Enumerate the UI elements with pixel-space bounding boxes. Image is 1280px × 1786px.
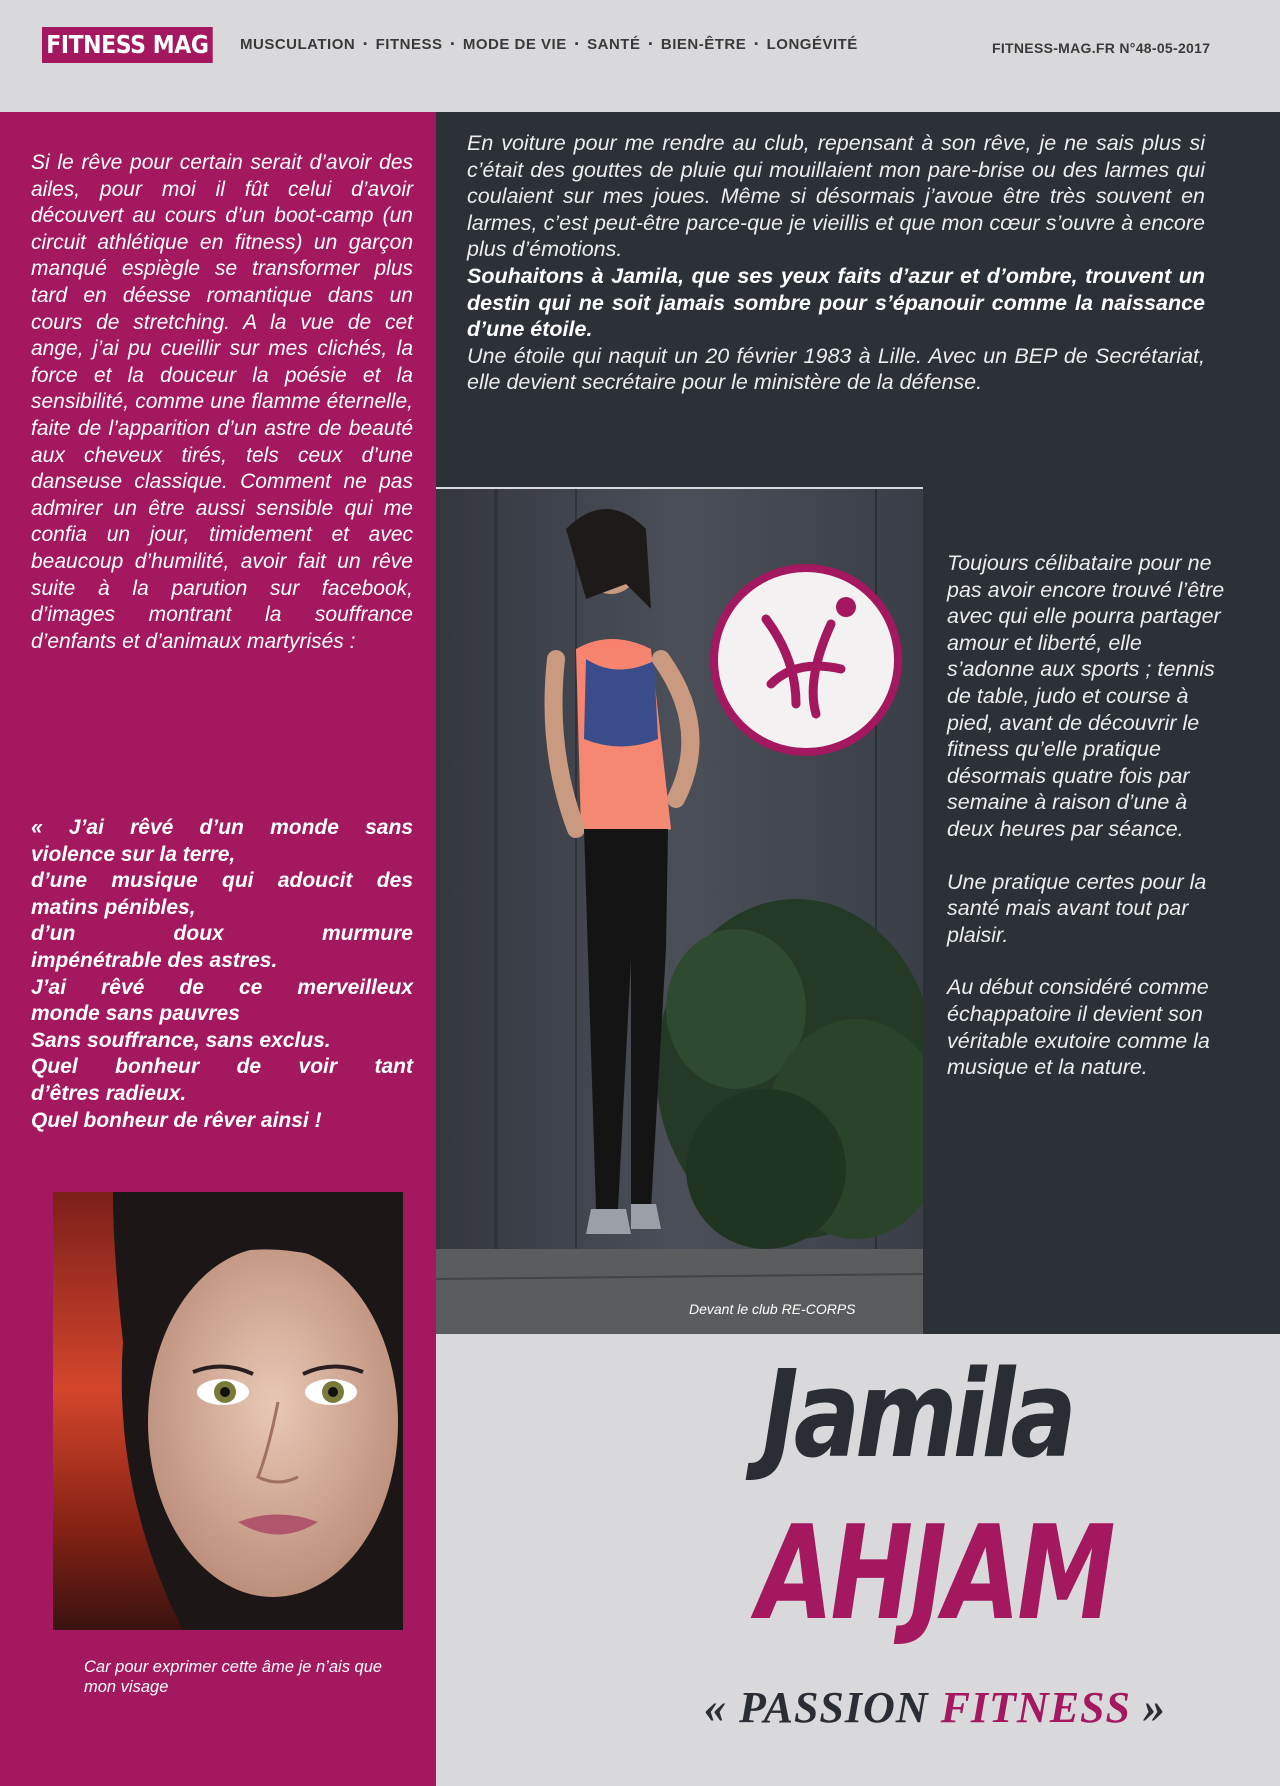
nav-item-mode-de-vie[interactable]: ▪ MODE DE VIE (442, 36, 566, 53)
club-photo-illustration (436, 489, 923, 1334)
club-photo-caption: Devant le club RE-CORPS (689, 1301, 856, 1317)
paragraph-gap (947, 948, 1227, 974)
club-photo (436, 489, 923, 1334)
tagline-accent: FITNESS (940, 1683, 1131, 1732)
paragraph-gap (947, 843, 1227, 869)
poem-line: d’une musique qui adoucit des (31, 869, 413, 893)
poem-line: J’ai rêvé de ce merveilleux (31, 975, 413, 999)
nav-item-fitness[interactable]: ▪ FITNESS (355, 36, 442, 53)
top-article-text (467, 130, 1205, 396)
poem-line: « J’ai rêvé d’un monde sans (31, 816, 413, 839)
intro-paragraph: Si le rêve pour certain serait d’avoir des ailes, pour moi il fût celui d’avoir découvert au cours d’un boot-camp (un circuit athlétique en fitness) un garçon manqué espiègle se transformer plus tard en déesse romantique dans un cours de stretching. A la vue de cet ange, j’ai pu cueillir sur mes clichés, la force et la douceur la poésie et la sensibilité, comme une flamme éternelle, faite de l’apparition d’un astre de beauté aux cheveux tirés, tels ceux d’une danseuse classique. Comment ne pas admirer un être aussi sensible qui me confia un jour, timidement et avec beaucoup d’humilité, avoir fait un rêve suite à la parution sur facebook, d’images montrant la souffrance d’enfants et d’animaux martyrisés : (31, 151, 413, 653)
first-name-title: Jamila (762, 1346, 1072, 1485)
poem-line: impénétrable des astres. (31, 948, 278, 972)
poem-line: monde sans pauvres (31, 1002, 240, 1026)
page-header (0, 0, 1280, 112)
poem-line: violence sur la terre, (31, 842, 236, 866)
last-name-title: AHJAM (757, 1497, 1113, 1649)
poem-line: Quel bonheur de rêver ainsi ! (31, 1108, 322, 1132)
right-paragraph-1: Toujours célibataire pour ne pas avoir encore trouvé l’être avec qui elle pourra partager amour et liberté, elle s’adonne aux sports ; tennis de table, judo et course à pied, avant de découvrir le fitness qu’elle pratique désormais quatre fois par semaine à raison d’une à deux heures par séance. (947, 551, 1225, 841)
nav-item-sante[interactable]: ▪ SANTÉ (567, 36, 641, 53)
face-photo-caption: Car pour exprimer cette âme je n’ais que mon visage (84, 1658, 383, 1696)
poem-line: matins pénibles, (31, 895, 196, 919)
top-paragraph-3: Une étoile qui naquit un 20 février 1983 à Lille. Avec un BEP de Secrétariat, elle devient secrétaire pour le ministère de la défense. (467, 343, 1205, 395)
top-paragraph-bold: Souhaitons à Jamila, que ses yeux faits d’azur et d’ombre, trouvent un destin qui ne soit jamais sombre pour s’épanouir comme la naissance d’une étoile. (467, 263, 1205, 342)
top-paragraph-1: En voiture pour me rendre au club, repensant à son rêve, je ne sais plus si c’était des gouttes de pluie qui mouillaient mon pare-brise ou des larmes qui coulaient sur mes joues. Même si désormais j’avoue être très souvent en larmes, c’est peut-être parce-que je vieillis et que mon cœur s’ouvre à encore plus d’émotions. (467, 131, 1205, 262)
tagline-close: » (1131, 1683, 1166, 1732)
category-nav (240, 36, 858, 53)
face-photo-illustration (53, 1192, 403, 1630)
right-paragraph-2: Une pratique certes pour la santé mais avant tout par plaisir. (947, 869, 1207, 947)
poem-line: d’êtres radieux. (31, 1081, 187, 1105)
nav-item-musculation[interactable]: MUSCULATION (240, 36, 356, 53)
tagline-open: « PASSION (704, 1683, 941, 1732)
poem-line: Sans souffrance, sans exclus. (31, 1028, 331, 1052)
nav-item-longevite[interactable]: ▪ LONGÉVITÉ (746, 36, 858, 53)
poem-line: Quel bonheur de voir tant (31, 1055, 413, 1079)
right-paragraph-3: Au début considéré comme échappatoire il devient son véritable exutoire comme la musique et la nature. (947, 975, 1210, 1080)
face-photo (53, 1192, 403, 1630)
issue-number: FITNESS-MAG.FR N°48-05-2017 (992, 40, 1211, 56)
nav-item-bien-etre[interactable]: ▪ BIEN-ÊTRE (640, 36, 746, 53)
passion-fitness-tagline (704, 1682, 1166, 1733)
magazine-logo[interactable]: FITNESS MAG (42, 27, 213, 63)
dream-poem (31, 815, 413, 1134)
poem-line: d’un doux murmure (31, 922, 413, 946)
right-article-text (947, 550, 1227, 1081)
